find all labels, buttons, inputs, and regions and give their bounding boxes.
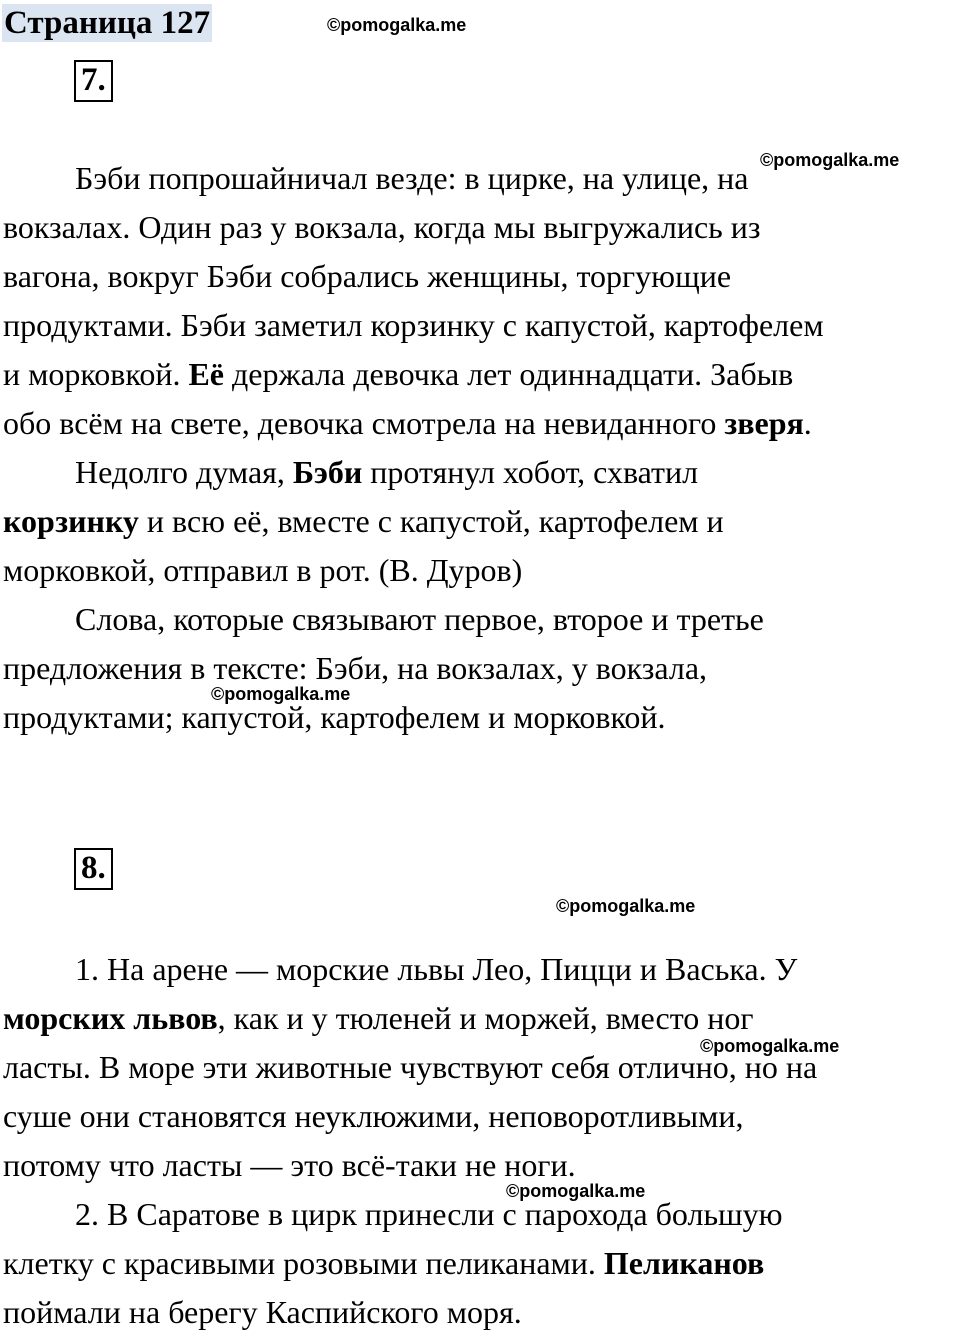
text-span: суше они становятся неуклюжими, неповоротливыми, xyxy=(3,1098,744,1134)
text-span: продуктами. Бэби заметил корзинку с капустой, картофелем xyxy=(3,307,824,343)
watermark: ©pomogalka.me xyxy=(211,684,351,704)
text-line xyxy=(3,301,960,350)
text-line xyxy=(3,945,960,994)
text-span: и всю её, вместе с капустой, картофелем и xyxy=(138,503,724,539)
task-number-8: 8. xyxy=(74,848,113,890)
watermark: ©pomogalka.me xyxy=(506,1181,646,1201)
text-line xyxy=(3,546,960,595)
bold-word: Пеликанов xyxy=(603,1245,765,1281)
bold-word: морских львов xyxy=(3,1000,218,1036)
text-line xyxy=(3,399,960,448)
text-line xyxy=(3,1092,960,1141)
text-line xyxy=(3,1239,960,1288)
text-line xyxy=(3,644,960,693)
watermark: ©pomogalka.me xyxy=(556,896,696,916)
text-line xyxy=(3,1288,960,1337)
text-span: клетку с красивыми розовыми пеликанами. xyxy=(3,1245,604,1281)
text-span: предложения в тексте: Бэби, на вокзалах, у вокзала, xyxy=(3,650,708,686)
text-line xyxy=(3,350,960,399)
task-7-text xyxy=(3,154,960,742)
text-span: и морковкой. xyxy=(3,356,189,392)
text-span: обо всём на свете, девочка смотрела на невиданного xyxy=(3,405,725,441)
text-span: . xyxy=(803,405,812,441)
text-line xyxy=(3,595,960,644)
text-span: держала девочка лет одиннадцати. Забыв xyxy=(224,356,794,392)
text-span: поймали на берегу Каспийского моря. xyxy=(3,1294,522,1330)
text-span: потому что ласты — это всё-таки не ноги. xyxy=(3,1147,576,1183)
text-span: Слова, которые связывают первое, второе и третье xyxy=(75,601,764,637)
text-span: 1. На арене — морские львы Лео, Пицци и Васька. У xyxy=(75,951,798,987)
text-span: 2. В Саратове в цирк принесли с парохода большую xyxy=(75,1196,783,1232)
task-number-7: 7. xyxy=(74,60,113,102)
watermark: ©pomogalka.me xyxy=(700,1036,840,1056)
text-span: морковкой, отправил в рот. (В. Дуров) xyxy=(3,552,523,588)
text-line xyxy=(3,448,960,497)
text-line xyxy=(3,693,960,742)
bold-word: корзинку xyxy=(3,503,139,539)
text-span: протянул хобот, схватил xyxy=(362,454,699,490)
text-span: , как и у тюленей и моржей, вместо ног xyxy=(217,1000,754,1036)
bold-word: Бэби xyxy=(292,454,363,490)
text-span: Бэби попрошайничал везде: в цирке, на улице, на xyxy=(75,160,749,196)
text-span: вокзалах. Один раз у вокзала, когда мы выгружались из xyxy=(3,209,761,245)
bold-word: Её xyxy=(188,356,224,392)
text-span: ласты. В море эти животные чувствуют себя отлично, но на xyxy=(3,1049,818,1085)
text-line xyxy=(3,252,960,301)
task-8-text xyxy=(3,945,960,1337)
text-line xyxy=(3,1190,960,1239)
bold-word: зверя xyxy=(724,405,804,441)
text-span: Недолго думая, xyxy=(75,454,293,490)
text-line xyxy=(3,1141,960,1190)
text-span: вагона, вокруг Бэби собрались женщины, торгующие xyxy=(3,258,732,294)
page-title: Страница 127 xyxy=(4,5,211,41)
text-line xyxy=(3,203,960,252)
text-line xyxy=(3,497,960,546)
text-span: продуктами; капустой, картофелем и морковкой. xyxy=(3,699,666,735)
watermark: ©pomogalka.me xyxy=(760,150,900,170)
watermark: ©pomogalka.me xyxy=(327,15,467,35)
